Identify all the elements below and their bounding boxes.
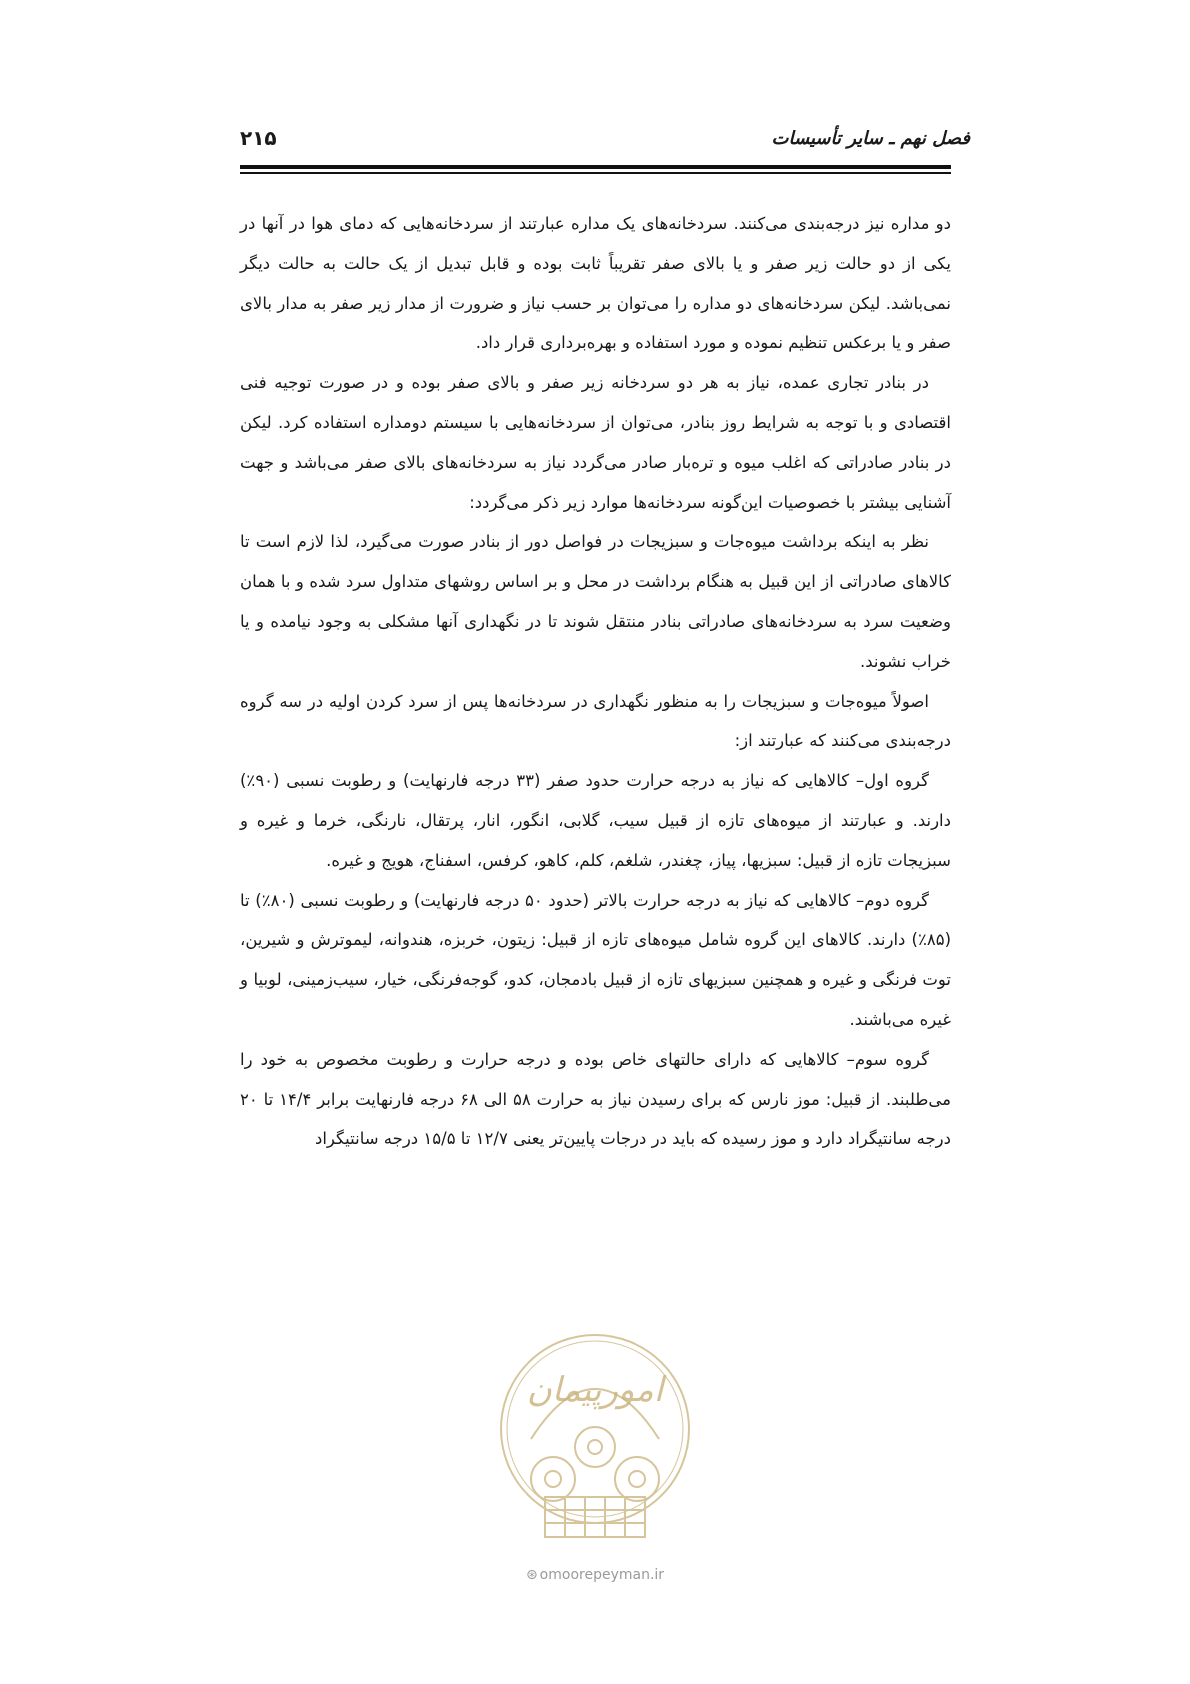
header-rule-thick <box>240 165 951 169</box>
body-text <box>240 204 951 1159</box>
paragraph: در بنادر تجاری عمده، نیاز به هر دو سردخانه زیر صفر و بالای صفر بوده و در صورت توجیه فنی اقتصادی و با توجه به شرایط روز بنادر، می‌توان از سردخانه‌هایی با سیستم دومداره استفاده کرد. لیکن در بنادر صادراتی که اغلب میوه و تره‌بار صادر می‌گردد نیاز به سردخانه‌های بالای صفر می‌باشد و جهت آشنایی بیشتر با خصوصیات این‌گونه سردخانه‌ها موارد زیر ذکر می‌گردد: <box>240 373 951 512</box>
watermark-logo <box>495 1329 695 1555</box>
paragraph: گروه اول– کالاهایی که نیاز به درجه حرارت حدود صفر (۳۳ درجه فارنهایت) و رطوبت نسبی (۹۰٪) دارند. و عبارتند از میوه‌های تازه از قبیل سیب، گلابی، انگور، انار، پرتقال، نارنگی، خرما و غیره و سبزیجات تازه از قبیل: سبزیها، پیاز، چغندر، شلغم، کلم، کاهو، کرفس، اسفناج، هویج و غیره. <box>240 771 951 870</box>
paragraph: گروه سوم– کالاهایی که دارای حالتهای خاص بوده و درجه حرارت و رطوبت مخصوص به خود را می‌طلبند. از قبیل: موز نارس که برای رسیدن نیاز به حرارت ۵۸ الی ۶۸ درجه فارنهایت برابر ۱۴/۴ تا ۲۰ درجه سانتیگراد دارد و موز رسیده که باید در درجات پایین‌تر یعنی ۱۲/۷ تا ۱۵/۵ درجه سانتیگراد <box>240 1049 951 1149</box>
chapter-title: فصل نهم ـ سایر تأسیسات <box>771 128 970 149</box>
paragraph: دو مداره نیز درجه‌بندی می‌کنند. سردخانه‌های یک مداره عبارتند از سردخانه‌هایی که دمای هوا در آنها در یکی از دو حالت زیر صفر و یا بالای صفر تقریباً ثابت بوده و قابل تبدیل از یک حالت به حالت دیگر نمی‌باشد. لیکن سردخانه‌های دو مداره را می‌توان بر حسب نیاز و ضرورت از مدار زیر صفر به مدار بالای صفر و یا برعکس تنظیم نموده و مورد استفاده و بهره‌برداری قرار داد. <box>240 214 951 353</box>
at-icon: ⊛ <box>525 1567 538 1583</box>
paragraph: نظر به اینکه برداشت میوه‌جات و سبزیجات در فواصل دور از بنادر صورت می‌گیرد، لذا لازم است تا کالاهای صادراتی از این قبیل به هنگام برداشت در محل و بر اساس روشهای متداول سرد شده و با همان وضعیت سرد به سردخانه‌های صادراتی بنادر منتقل شوند تا در نگهداری آنها مشکلی به وجود نیامده و یا خراب نشوند. <box>240 532 951 671</box>
page-number: ۲۱۵ <box>240 126 277 150</box>
paragraph: گروه دوم– کالاهایی که نیاز به درجه حرارت بالاتر (حدود ۵۰ درجه فارنهایت) و رطوبت نسبی (۸۰٪) تا (۸۵٪) دارند. کالاهای این گروه شامل میوه‌های تازه از قبیل: زیتون، خربزه، هندوانه، لیموترش و شیرین، توت فرنگی و غیره و همچنین سبزیهای تازه از قبیل بادمجان، کدو، گوجه‌فرنگی، خیار، سیب‌زمینی، لوبیا و غیره می‌باشند. <box>240 890 951 1029</box>
page-header <box>0 0 1190 180</box>
watermark-url-text: omoorepeyman.ir <box>539 1567 665 1583</box>
header-rule-thin <box>240 172 951 174</box>
watermark-logo-icon <box>495 1329 695 1555</box>
paragraph: اصولاً میوه‌جات و سبزیجات را به منظور نگهداری در سردخانه‌ها پس از سرد کردن اولیه در سه گروه درجه‌بندی می‌کنند که عبارتند از: <box>240 691 951 751</box>
watermark-logo-text: امورپیمان <box>526 1370 664 1410</box>
watermark-url <box>495 1567 695 1583</box>
